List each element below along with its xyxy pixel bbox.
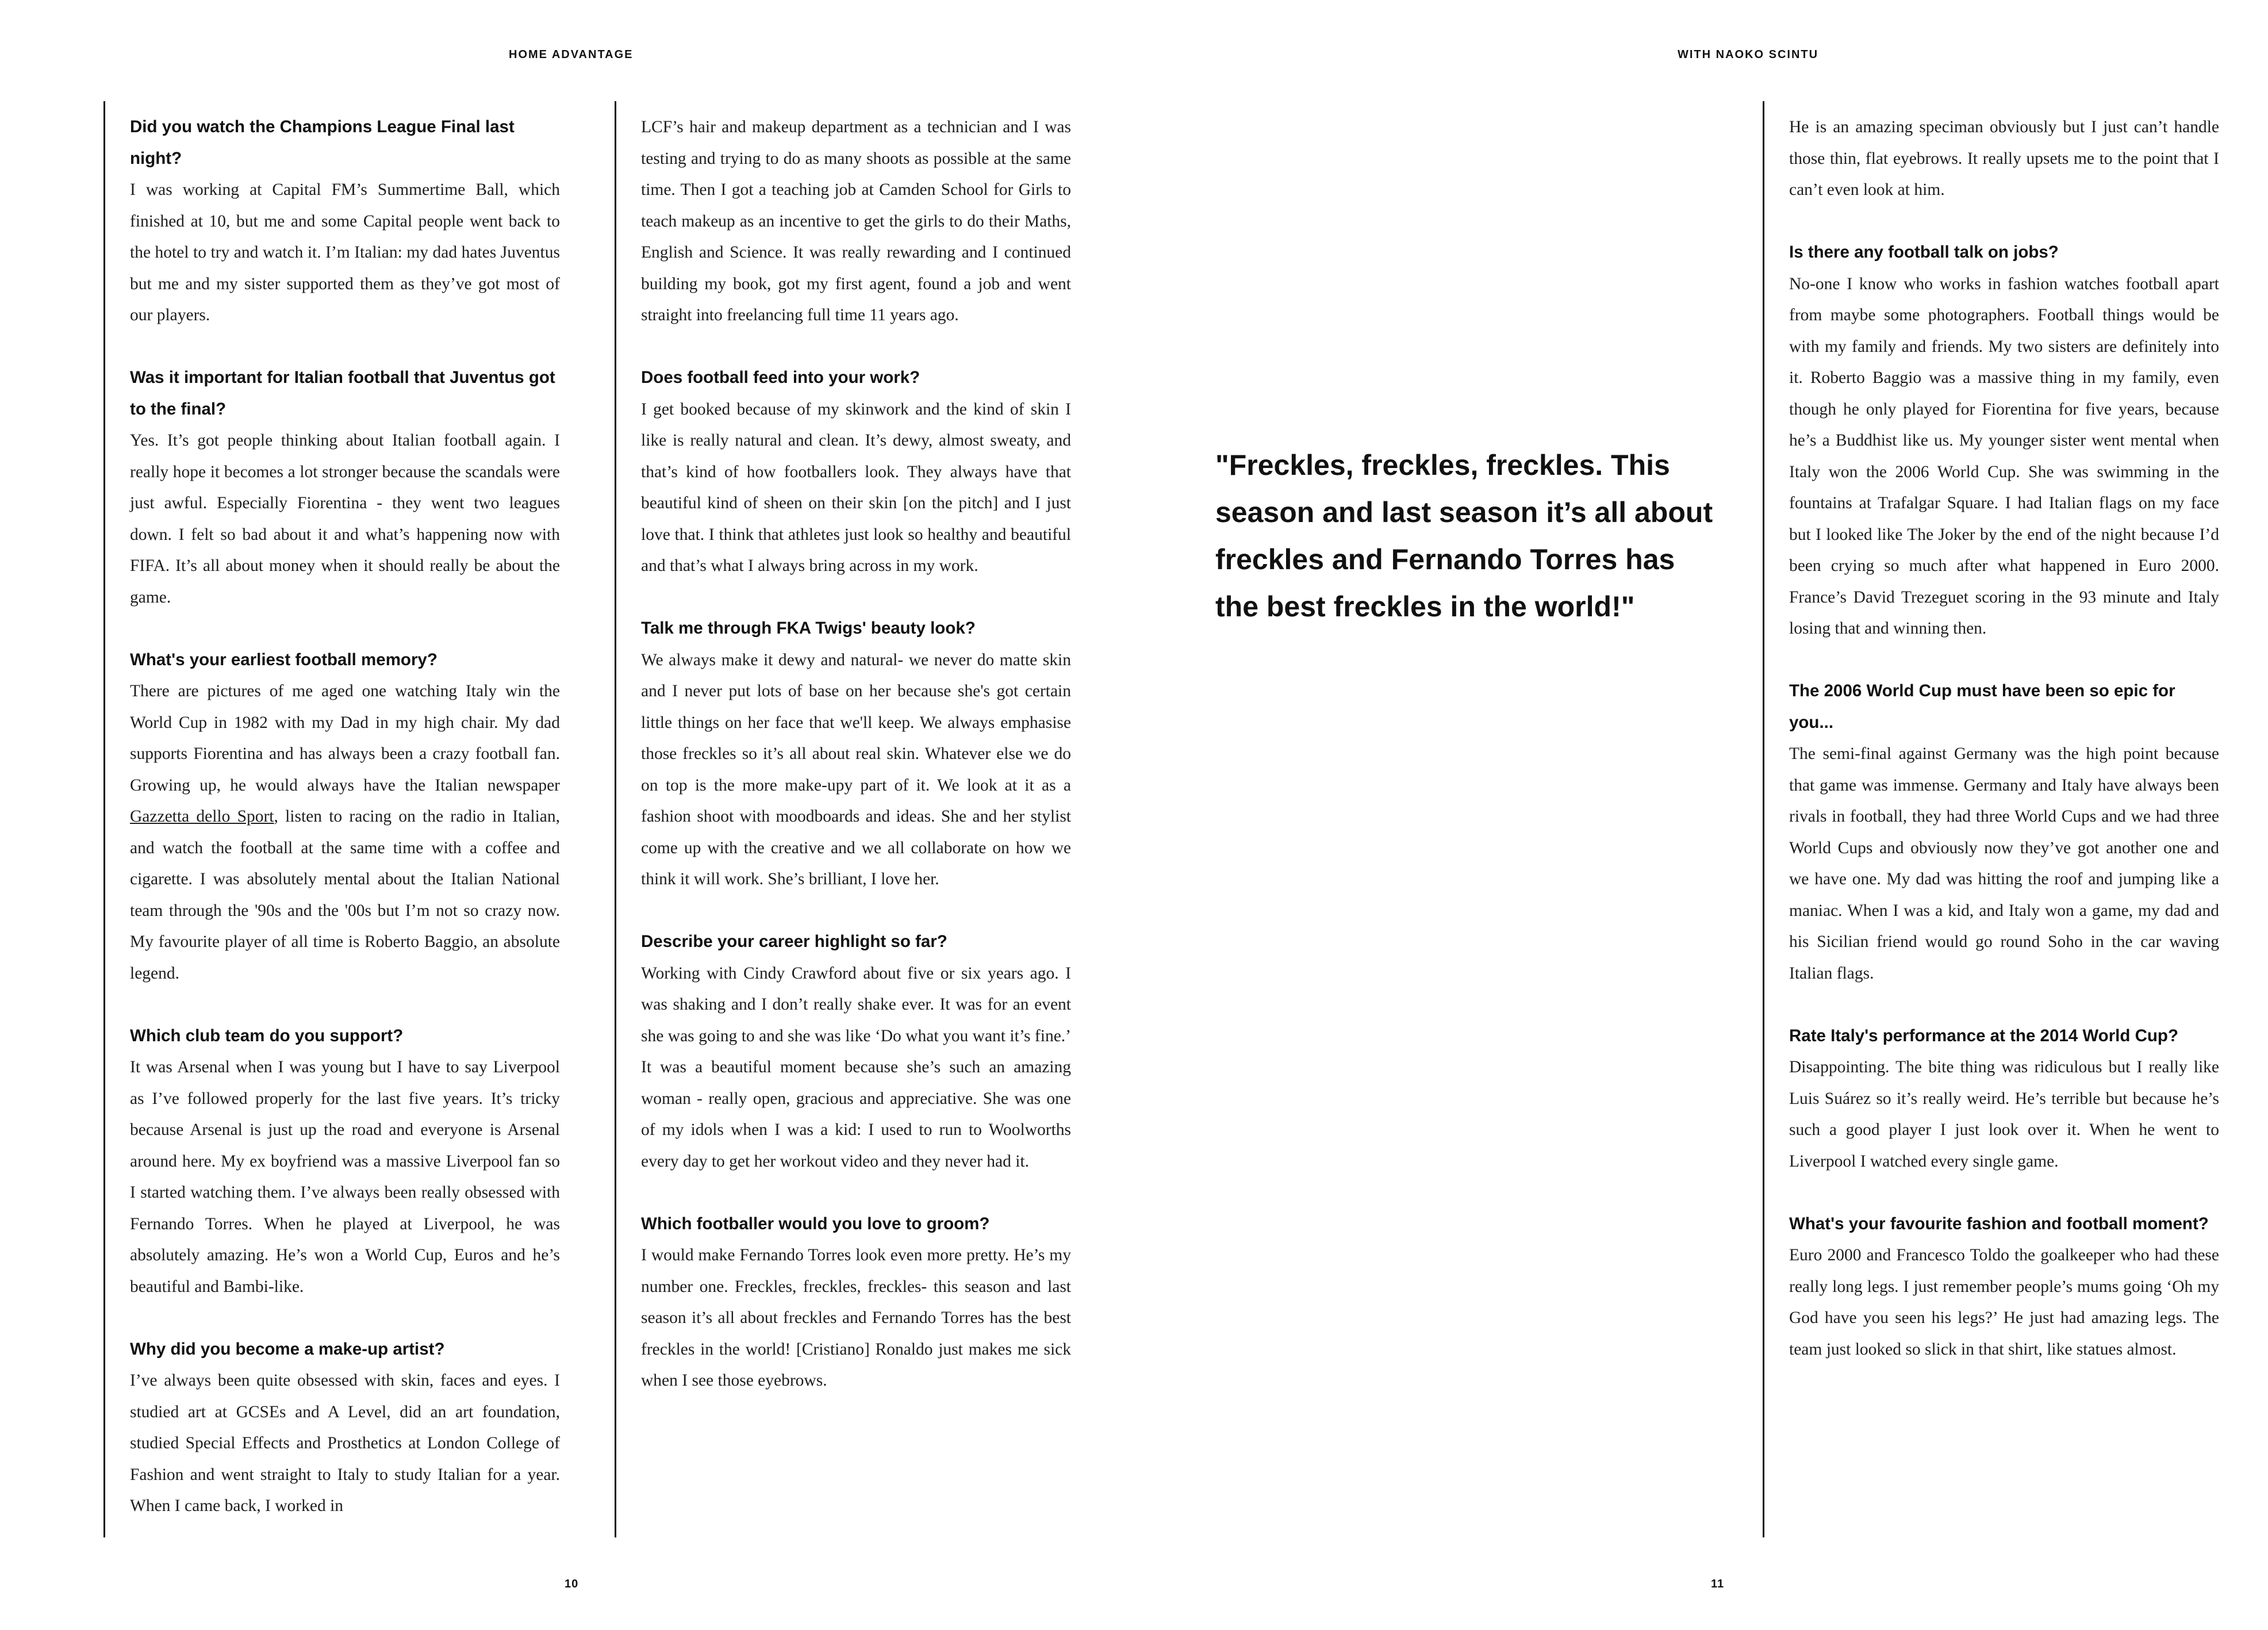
interview-question: Is there any football talk on jobs? xyxy=(1789,243,2059,262)
interview-answer xyxy=(130,676,560,989)
qa-block xyxy=(130,112,560,331)
interview-question: The 2006 World Cup must have been so epic for you... xyxy=(1789,681,2175,732)
continued-answer: He is an amazing speciman obviously but I just can’t handle those thin, flat eyebrows. It really upsets me to the point that I can’t even look at him. xyxy=(1789,118,2219,199)
qa-block xyxy=(130,1334,560,1522)
column-rule xyxy=(103,101,105,1537)
article-column-3 xyxy=(1789,112,2219,1397)
interview-question: Why did you become a make-up artist? xyxy=(130,1339,445,1359)
interview-question: Does football feed into your work? xyxy=(641,368,920,387)
qa-block xyxy=(130,645,560,989)
qa-block xyxy=(1789,1021,2219,1178)
newspaper-title: Gazzetta dello Sport xyxy=(130,807,274,826)
page-number-right: 11 xyxy=(1711,1578,1725,1590)
page-number-left: 10 xyxy=(565,1578,579,1590)
interview-question: Describe your career highlight so far? xyxy=(641,932,947,951)
interview-question: Was it important for Italian football that Juventus got to the final? xyxy=(130,368,555,419)
interview-answer: I would make Fernando Torres look even more pretty. He’s my number one. Freckles, freckles, freckles- this season and last season it’s all about freckles and Fernando Torres has the best freckles in the world! [Cristiano] Ronaldo just makes me sick when I see those eyebrows. xyxy=(641,1246,1071,1390)
qa-block xyxy=(641,926,1071,1177)
interview-question: Which club team do you support? xyxy=(130,1026,404,1045)
qa-block xyxy=(641,613,1071,895)
interview-question: Talk me through FKA Twigs' beauty look? xyxy=(641,619,976,638)
interview-answer: The semi-final against Germany was the high point because that game was immense. Germany and Italy have always been rivals in football, they had three World Cups and we had three World Cups and obviously now they’ve got another one and we have one. My dad was hitting the roof and jumping like a maniac. When I was a kid, and Italy won a game, my dad and his Sicilian friend would go round Soho in the car waving Italian flags. xyxy=(1789,745,2219,983)
interview-answer: Yes. It’s got people thinking about Italian football again. I really hope it becomes a lot stronger because the scandals were just awful. Especially Fiorentina - they went two leagues down. I felt so bad about it and what’s happening now with FIFA. It’s all about money when it should really be about the game. xyxy=(130,431,560,607)
interview-answer: I was working at Capital FM’s Summertime Ball, which finished at 10, but me and some Capital people went back to the hotel to try and watch it. I’m Italian: my dad hates Juventus but me and my sister supported them as they’ve got most of our players. xyxy=(130,181,560,324)
article-column-2 xyxy=(641,112,1071,1428)
interview-answer: Working with Cindy Crawford about five or six years ago. I was shaking and I don’t really shake ever. It was for an event she was going to and she was like ‘Do what you want it’s fine.’ It was a beautiful moment because she’s such an amazing woman - really open, gracious and appreciative. She was one of my idols when I was a kid: I used to run to Woolworths every day to get her workout video and they never had it. xyxy=(641,964,1071,1171)
column-rule xyxy=(1763,101,1764,1537)
qa-block xyxy=(641,1209,1071,1397)
qa-block xyxy=(1789,1209,2219,1366)
interview-question: What's your favourite fashion and football moment? xyxy=(1789,1214,2209,1233)
interview-answer: It was Arsenal when I was young but I have to say Liverpool as I’ve followed properly for the last five years. It’s tricky because Arsenal is just up the road and everyone is Arsenal around here. My ex boyfriend was a massive Liverpool fan so I started watching them. I’ve always been really obsessed with Fernando Torres. When he played at Liverpool, he was absolutely amazing. He’s won a World Cup, Euros and he’s beautiful and Bambi-like. xyxy=(130,1058,560,1296)
answer-text: There are pictures of me aged one watching Italy win the World Cup in 1982 with my Dad in my high chair. My dad supports Fiorentina and has always been a crazy football fan. Growing up, he would always have the Italian newspaper xyxy=(130,682,560,795)
qa-block xyxy=(130,362,560,613)
interview-answer: Euro 2000 and Francesco Toldo the goalkeeper who had these really long legs. I just remember people’s mums going ‘Oh my God have you seen his legs?’ He just had amazing legs. The team just looked so slick in that shirt, like statues almost. xyxy=(1789,1246,2219,1359)
running-head-left: HOME ADVANTAGE xyxy=(509,48,634,61)
continued-answer: LCF’s hair and makeup department as a technician and I was testing and trying to do as many shoots as possible at the same time. Then I got a teaching job at Camden School for Girls to teach makeup as an incentive to get the girls to do their Maths, English and Science. It was really rewarding and I continued building my book, got my first agent, found a job and went straight into freelancing full time 11 years ago. xyxy=(641,118,1071,324)
interview-question: What's your earliest football memory? xyxy=(130,650,438,669)
interview-answer: We always make it dewy and natural- we never do matte skin and I never put lots of base on her because she's got certain little things on her face that we'll keep. We always emphasise those freckles so it’s all about real skin. Whatever else we do on top is the more make-upy part of it. We look at it as a fashion shoot with moodboards and ideas. She and her stylist come up with the creative and we all collaborate on how we think it will work. She’s brilliant, I love her. xyxy=(641,650,1071,888)
column-rule xyxy=(615,101,616,1537)
article-column-1 xyxy=(130,112,560,1553)
qa-block xyxy=(641,362,1071,582)
interview-answer: I’ve always been quite obsessed with skin, faces and eyes. I studied art at GCSEs and A Level, did an art foundation, studied Special Effects and Prosthetics at London College of Fashion and went straight to Italy to study Italian for a year. When I came back, I worked in xyxy=(130,1371,560,1515)
qa-block xyxy=(1789,676,2219,989)
interview-answer: No-one I know who works in fashion watches football apart from maybe some photographers. Football things would be with my family and friends. My two sisters are definitely into it. Roberto Baggio was a massive thing in my family, even though he only played for Fiorentina for five years, because he’s a Buddhist like us. My younger sister went mental when Italy won the 2006 World Cup. She was swimming in the fountains at Trafalgar Square. I had Italian flags on my face but I looked like The Joker by the end of the night because I’d been crying so much after what happened in Euro 2000. France’s David Trezeguet scoring in the 93 minute and Italy losing that and winning then. xyxy=(1789,274,2219,638)
interview-answer: Disappointing. The bite thing was ridiculous but I really like Luis Suárez so it’s really weird. He’s terrible but because he’s such a good player I just look over it. When he went to Liverpool I watched every single game. xyxy=(1789,1058,2219,1171)
answer-text: , listen to racing on the radio in Italian, and watch the football at the same time with a coffee and cigarette. I was absolutely mental about the Italian National team through the '90s and the '00s but I’m not so crazy now. My favourite player of all time is Roberto Baggio, an absolute legend. xyxy=(130,807,561,983)
interview-question: Did you watch the Champions League Final last night? xyxy=(130,117,515,168)
interview-question: Rate Italy's performance at the 2014 World Cup? xyxy=(1789,1026,2178,1045)
pull-quote: "Freckles, freckles, freckles. This season and last season it’s all about freckles and Fernando Torres has the best freckles in the world!" xyxy=(1215,449,1713,623)
running-head-right: WITH NAOKO SCINTU xyxy=(1678,48,1819,61)
interview-answer: I get booked because of my skinwork and the kind of skin I like is really natural and clean. It’s dewy, almost sweaty, and that’s kind of how footballers look. They always have that beautiful kind of sheen on their skin [on the pitch] and I just love that. I think that athletes just look so healthy and beautiful and that’s what I always bring across in my work. xyxy=(641,400,1071,575)
interview-question: Which footballer would you love to groom? xyxy=(641,1214,990,1233)
qa-block xyxy=(1789,237,2219,645)
qa-block xyxy=(130,1021,560,1303)
